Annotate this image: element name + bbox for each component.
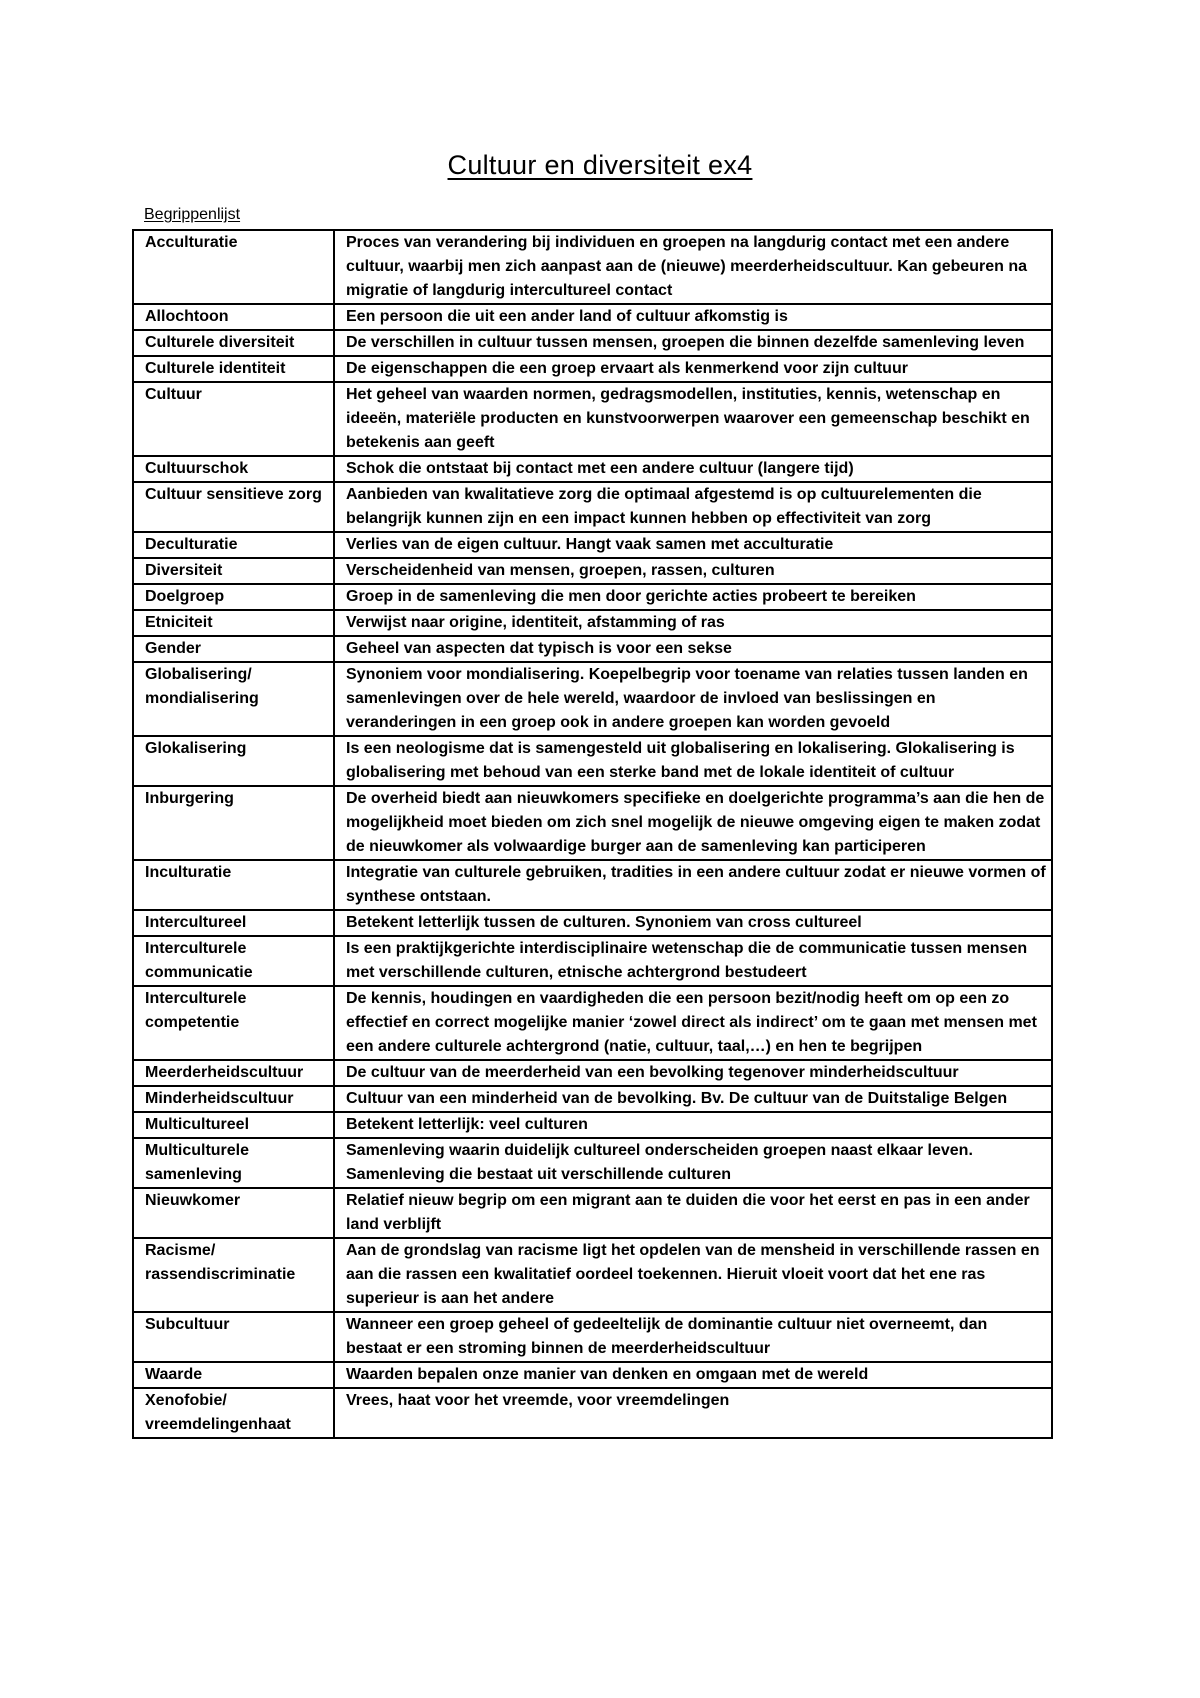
definition-cell: Integratie van culturele gebruiken, tradities in een andere cultuur zodat er nieuwe vormen of synthese ontstaan. [334,860,1052,910]
table-row [133,584,1052,610]
table-row [133,1188,1052,1238]
definition-cell: Het geheel van waarden normen, gedragsmodellen, instituties, kennis, wetenschap en ideeën, materiële producten en kunstvoorwerpen waarover een gemeenschap beschikt en betekenis aan geeft [334,382,1052,456]
definition-cell: De overheid biedt aan nieuwkomers specifieke en doelgerichte programma’s aan die hen de mogelijkheid moet bieden om zich snel mogelijk de nieuwe omgeving eigen te maken zodat de nieuwkomer als volwaardige burger aan de samenleving kan participeren [334,786,1052,860]
term-cell: Multiculturele samenleving [133,1138,334,1188]
definition-cell: De kennis, houdingen en vaardigheden die een persoon bezit/nodig heeft om op een zo effectief en correct mogelijke manier ‘zowel direct als indirect’ om te gaan met mensen met een andere culturele achtergrond (natie, cultuur, taal,…) en hen te begrijpen [334,986,1052,1060]
table-row [133,1060,1052,1086]
term-cell: Racisme/ rassendiscriminatie [133,1238,334,1312]
table-row [133,1312,1052,1362]
term-cell: Intercultureel [133,910,334,936]
table-row [133,986,1052,1060]
definition-cell: Vrees, haat voor het vreemde, voor vreemdelingen [334,1388,1052,1438]
term-cell: Subcultuur [133,1312,334,1362]
definition-cell: Is een praktijkgerichte interdisciplinaire wetenschap die de communicatie tussen mensen met verschillende culturen, etnische achtergrond bestudeert [334,936,1052,986]
definition-cell: Schok die ontstaat bij contact met een andere cultuur (langere tijd) [334,456,1052,482]
table-row [133,1238,1052,1312]
definition-cell: Proces van verandering bij individuen en groepen na langdurig contact met een andere cultuur, waarbij men zich aanpast aan de (nieuwe) meerderheidscultuur. Kan gebeuren na migratie of langdurig intercultureel contact [334,230,1052,304]
term-cell: Minderheidscultuur [133,1086,334,1112]
table-row [133,1112,1052,1138]
table-row [133,558,1052,584]
table-row [133,662,1052,736]
term-cell: Nieuwkomer [133,1188,334,1238]
table-row [133,482,1052,532]
table-row [133,786,1052,860]
table-row [133,1086,1052,1112]
glossary-body [133,230,1052,1438]
definition-cell: Is een neologisme dat is samengesteld uit globalisering en lokalisering. Glokalisering is globalisering met behoud van een sterke band met de lokale identiteit of cultuur [334,736,1052,786]
term-cell: Gender [133,636,334,662]
table-row [133,532,1052,558]
term-cell: Inburgering [133,786,334,860]
table-row [133,330,1052,356]
table-row [133,304,1052,330]
definition-cell: Aan de grondslag van racisme ligt het opdelen van de mensheid in verschillende rassen en aan die rassen een kwalitatief oordeel toekennen. Hieruit vloeit voort dat het ene ras superieur is aan het andere [334,1238,1052,1312]
term-cell: Allochtoon [133,304,334,330]
document-title: Cultuur en diversiteit ex4 [447,150,753,180]
term-cell: Doelgroep [133,584,334,610]
term-cell: Interculturele competentie [133,986,334,1060]
definition-cell: Verwijst naar origine, identiteit, afstamming of ras [334,610,1052,636]
term-cell: Culturele identiteit [133,356,334,382]
section-label: Begrippenlijst [144,206,241,223]
definition-cell: Aanbieden van kwalitatieve zorg die optimaal afgestemd is op cultuurelementen die belangrijk kunnen zijn en een impact kunnen hebben op effectiviteit van zorg [334,482,1052,532]
table-row [133,1138,1052,1188]
term-cell: Waarde [133,1362,334,1388]
glossary-table [132,229,1053,1439]
term-cell: Meerderheidscultuur [133,1060,334,1086]
term-cell: Cultuur sensitieve zorg [133,482,334,532]
term-cell: Xenofobie/ vreemdelingenhaat [133,1388,334,1438]
definition-cell: Verlies van de eigen cultuur. Hangt vaak samen met acculturatie [334,532,1052,558]
table-row [133,1362,1052,1388]
table-row [133,456,1052,482]
table-row [133,230,1052,304]
definition-cell: Synoniem voor mondialisering. Koepelbegrip voor toename van relaties tussen landen en samenlevingen over de hele wereld, waardoor de invloed van beslissingen en veranderingen in een groep ook in andere groepen kan worden gevoeld [334,662,1052,736]
term-cell: Interculturele communicatie [133,936,334,986]
term-cell: Etniciteit [133,610,334,636]
table-row [133,936,1052,986]
definition-cell: Wanneer een groep geheel of gedeeltelijk de dominantie cultuur niet overneemt, dan bestaat er een stroming binnen de meerderheidscultuur [334,1312,1052,1362]
term-cell: Cultuur [133,382,334,456]
definition-cell: Waarden bepalen onze manier van denken en omgaan met de wereld [334,1362,1052,1388]
definition-cell: De eigenschappen die een groep ervaart als kenmerkend voor zijn cultuur [334,356,1052,382]
table-row [133,610,1052,636]
table-row [133,356,1052,382]
term-cell: Glokalisering [133,736,334,786]
term-cell: Acculturatie [133,230,334,304]
table-row [133,860,1052,910]
definition-cell: Betekent letterlijk tussen de culturen. Synoniem van cross cultureel [334,910,1052,936]
term-cell: Cultuurschok [133,456,334,482]
term-cell: Deculturatie [133,532,334,558]
definition-cell: Samenleving waarin duidelijk cultureel onderscheiden groepen naast elkaar leven. Samenleving die bestaat uit verschillende culturen [334,1138,1052,1188]
definition-cell: Geheel van aspecten dat typisch is voor een sekse [334,636,1052,662]
table-row [133,636,1052,662]
definition-cell: De cultuur van de meerderheid van een bevolking tegenover minderheidscultuur [334,1060,1052,1086]
definition-cell: De verschillen in cultuur tussen mensen, groepen die binnen dezelfde samenleving leven [334,330,1052,356]
term-cell: Inculturatie [133,860,334,910]
term-cell: Diversiteit [133,558,334,584]
definition-cell: Verscheidenheid van mensen, groepen, rassen, culturen [334,558,1052,584]
definition-cell: Groep in de samenleving die men door gerichte acties probeert te bereiken [334,584,1052,610]
table-row [133,910,1052,936]
table-row [133,736,1052,786]
definition-cell: Een persoon die uit een ander land of cultuur afkomstig is [334,304,1052,330]
definition-cell: Cultuur van een minderheid van de bevolking. Bv. De cultuur van de Duitstalige Belgen [334,1086,1052,1112]
term-cell: Globalisering/ mondialisering [133,662,334,736]
definition-cell: Relatief nieuw begrip om een migrant aan te duiden die voor het eerst en pas in een ander land verblijft [334,1188,1052,1238]
term-cell: Multicultureel [133,1112,334,1138]
table-row [133,382,1052,456]
definition-cell: Betekent letterlijk: veel culturen [334,1112,1052,1138]
term-cell: Culturele diversiteit [133,330,334,356]
table-row [133,1388,1052,1438]
